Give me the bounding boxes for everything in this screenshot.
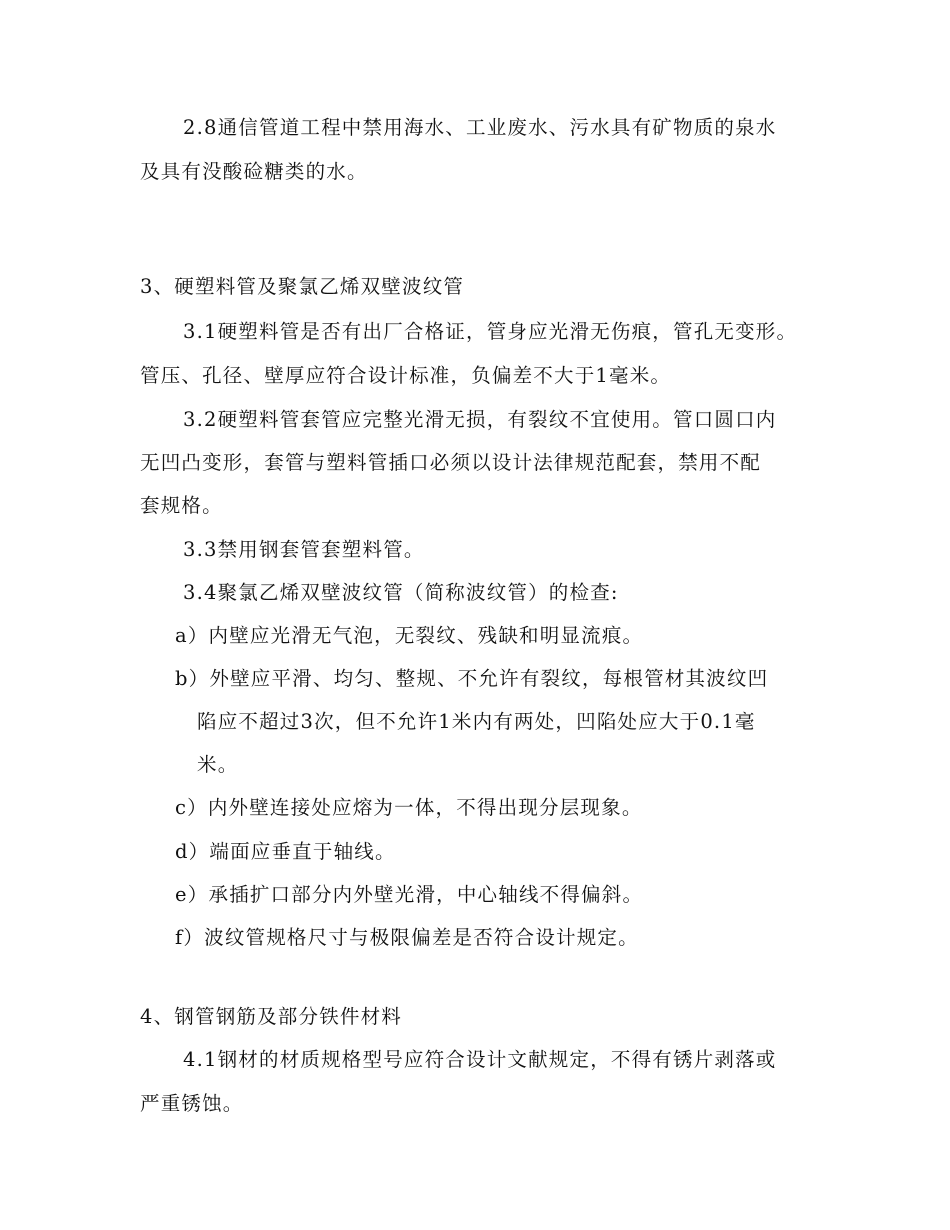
list-item-d: d）端面应垂直于轴线。 (175, 840, 396, 863)
paragraph-3-2-line-2: 无凹凸变形，套管与塑料管插口必须以设计法律规范配套，禁用不配 (140, 451, 762, 474)
paragraph-2-8-line-1: 2.8通信管道工程中禁用海水、工业废水、污水具有矿物质的泉水 (183, 116, 777, 139)
paragraph-2-8-line-2: 及具有没酸硷糖类的水。 (140, 160, 368, 183)
paragraph-3-1-line-2: 管压、孔径、壁厚应符合设计标准，负偏差不大于1毫米。 (140, 364, 672, 387)
paragraph-3-3: 3.3禁用钢套管套塑料管。 (183, 538, 425, 561)
paragraph-3-2-line-3: 套规格。 (140, 494, 223, 517)
section-heading-4: 4、钢管钢筋及部分铁件材料 (140, 1005, 403, 1028)
section-heading-3: 3、硬塑料管及聚氯乙烯双壁波纹管 (140, 275, 465, 298)
paragraph-3-1-line-1: 3.1硬塑料管是否有出厂合格证，管身应光滑无伤痕，管孔无变形。 (183, 320, 798, 343)
list-item-c: c）内外壁连接处应熔为一体，不得出现分层现象。 (175, 796, 643, 819)
paragraph-4-1-line-1: 4.1钢材的材质规格型号应符合设计文献规定，不得有锈片剥落或 (183, 1048, 777, 1071)
list-item-b-line-3: 米。 (197, 753, 239, 776)
list-item-e: e）承插扩口部分内外壁光滑，中心轴线不得偏斜。 (175, 883, 644, 906)
list-item-f: f）波纹管规格尺寸与极限偏差是否符合设计规定。 (175, 926, 639, 949)
paragraph-3-2-line-1: 3.2硬塑料管套管应完整光滑无损，有裂纹不宜使用。管口圆口内 (183, 408, 777, 431)
list-item-b-line-1: b）外壁应平滑、均匀、整规、不允许有裂纹，每根管材其波纹凹 (175, 667, 769, 690)
paragraph-4-1-line-2: 严重锈蚀。 (140, 1092, 244, 1115)
list-item-a: a）内壁应光滑无气泡，无裂纹、残缺和明显流痕。 (175, 624, 644, 647)
paragraph-3-4: 3.4聚氯乙烯双壁波纹管（简称波纹管）的检查: (183, 581, 619, 604)
list-item-b-line-2: 陷应不超过3次，但不允许1米内有两处，凹陷处应大于0.1毫 (197, 710, 756, 733)
